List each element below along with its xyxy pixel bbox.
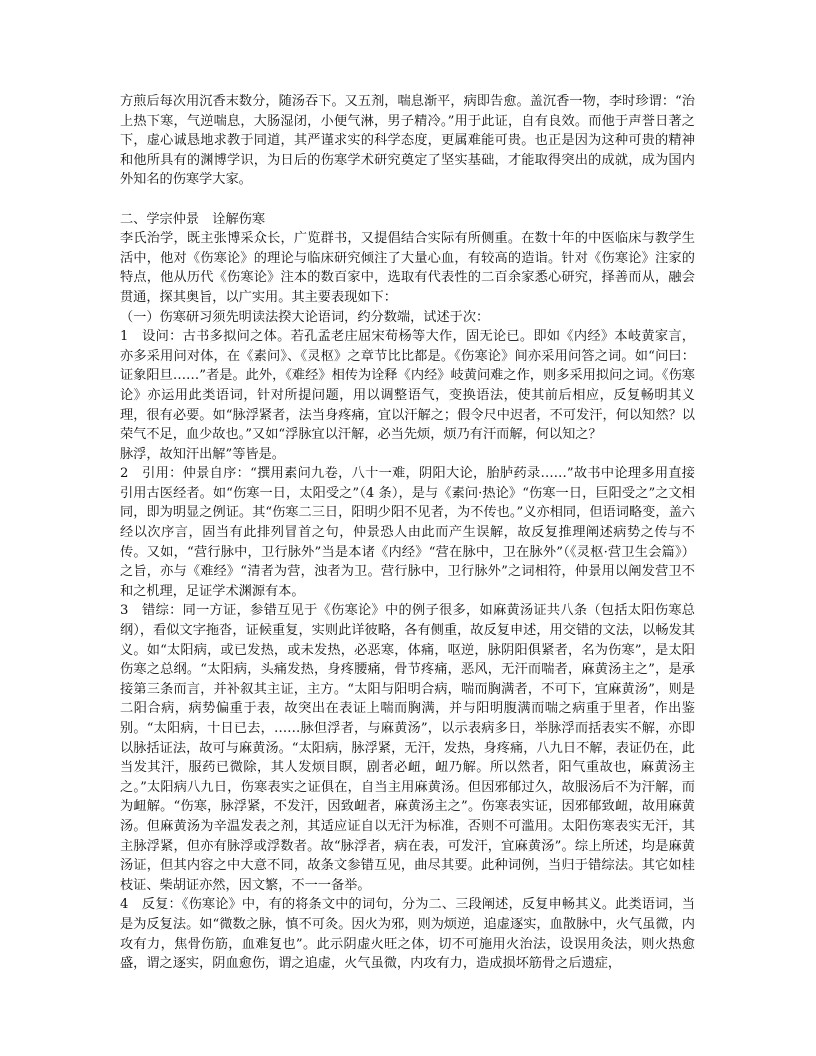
- section-heading: 二、学宗仲景 诠解伤寒: [120, 211, 266, 227]
- paragraph-1: 方煎后每次用沉香末数分，随汤吞下。又五剂，喘息渐平，病即告愈。盖沉香一物，李时珍谓：“治上热下寒，气逆喘息，大肠湿闭，小便气淋，男子精冷。”用于此证，自有良效。而他于声誉日著之下，虚心诚恳地求教于同道，其严谨求实的科学态度，更属难能可贵。也正是因为这种可贵的精神和他所具有的渊博学识，为日后的伤寒学术研究奠定了坚实基础，才能取得突出的成就，成为国内外知名的伤寒学大家。: [120, 94, 695, 188]
- item-3-interleaving: 3 错综：同一方证，参错互见于《伤寒论》中的例子很多，如麻黄汤证共八条（包括太阳伤寒总纲），看似文字拖沓，证候重复，实则此详彼略，各有侧重，故反复申述，用交错的文法，以畅发其义。如“太阳病，或已发热，或未发热，必恶寒，体痛，呕逆，脉阴阳俱紧者，名为伤寒”，是太阳伤寒之总纲。“太阳病，头痛发热，身疼腰痛，骨节疼痛，恶风，无汗而喘者，麻黄汤主之”，是承接第三条而言，并补叙其主证，主方。“太阳与阳明合病，喘而胸满者，不可下，宜麻黄汤”，则是二阳合病，病势偏重于表，故突出在表证上喘而胸满，并与阳明腹满而喘之病重于里者，作出鉴别。“太阳病，十日已去，……脉但浮者，与麻黄汤”，以示表病多日，举脉浮而括表实不解，亦即以脉括证法，故可与麻黄汤。“太阳病，脉浮紧，无汗，发热，身疼痛，八九日不解，表证仍在，此当发其汗，服药已微除，其人发烦目瞑，剧者必衄，衄乃解。所以然者，阳气重故也，麻黄汤主之。”太阳病八九日，伤寒表实之证俱在，自当主用麻黄汤。但因邪郁过久，故服汤后不为汗解，而为衄解。“伤寒，脉浮紧，不发汗，因致衄者，麻黄汤主之”。伤寒表实证，因邪郁致衄，故用麻黄汤。但麻黄汤为辛温发表之剂，其适应证自以无汗为标准，否则不可滥用。太阳伤寒表实无汗，其主脉浮紧，但亦有脉浮或浮数者。故“脉浮者，病在表，可发汗，宜麻黄汤”。综上所述，均是麻黄汤证，但其内容之中大意不同，故条文参错互见，曲尽其要。此种词例，当归于错综法。其它如桂枝证、柴胡证亦然，因文繁，不一一备举。: [120, 603, 695, 893]
- document-page: [120, 92, 695, 974]
- item-4-repetition: 4 反复：《伤寒论》中，有的将条文中的词句，分为二、三段阐述，反复申畅其义。此类语词，当是为反复法。如“微数之脉，慎不可灸。因火为邪，则为烦逆，追虚逐实，血散脉中，火气虽微，内攻有力，焦骨伤筋，血难复也”。此示阴虚火旺之体，切不可施用火治法，设误用灸法，则火热愈盛，谓之逐实，阴血愈伤，谓之追虚，火气虽微，内攻有力，造成损坏筋骨之后遗症，: [120, 897, 695, 972]
- subsection-heading: （一）伤寒研习须先明读法揆大论语词，约分数端，试述于次：: [120, 309, 490, 325]
- item-1-continuation: 脉浮，故知汗出解”等皆是。: [120, 446, 285, 462]
- item-2-citation: 2 引用：仲景自序：“撰用素问九卷，八十一难，阴阳大论，胎胪药录……”故书中论理多用直接引用古医经者。如“伤寒一日，太阳受之”（4 条），是与《素问·热论》“伤寒一日，巨阳受之”之文相同，即为明显之例证。其“伤寒二三日，阳明少阳不见者，为不传也。”义亦相同，但语词略变，盖六经以次序言，固当有此排列冒首之句，仲景恐人由此而产生误解，故反复推理阐述病势之传与不传。又如，“营行脉中，卫行脉外”当是本诸《内经》“营在脉中，卫在脉外”（《灵枢·营卫生会篇》）之旨，亦与《难经》“清者为营，浊者为卫。营行脉中，卫行脉外”之词相符，仲景用以阐发营卫不和之机理，足证学术渊源有本。: [120, 466, 695, 599]
- paragraph-intro: 李氏治学，既主张博采众长，广览群书，又提倡结合实际有所侧重。在数十年的中医临床与教学生活中，他对《伤寒论》的理论与临床研究倾注了大量心血，有较高的造诣。针对《伤寒论》注家的特点，他从历代《伤寒论》注本的数百家中，选取有代表性的二百余家悉心研究，择善而从，融会贯通，探其奥旨，以广实用。其主要表现如下：: [120, 231, 695, 305]
- paragraph-gap: [120, 190, 695, 210]
- item-1-question: 1 设问：古书多拟问之体。若孔孟老庄屈宋荀杨等大作，固无论已。即如《内经》本岐黄家言，亦多采用问对体，在《素问》、《灵枢》之章节比比都是。《伤寒论》间亦采用问答之词。如“问曰：证象阳旦……”者是。此外，《难经》相传为诠释《内经》岐黄问难之作，则多采用拟问之词。《伤寒论》亦运用此类语词，针对所提问题，用以调整语气，变换语法，使其前后相应，反复畅明其义理，很有必要。如“脉浮紧者，法当身疼痛，宜以汗解之；假令尺中迟者，不可发汗，何以知然？以荣气不足，血少故也。”又如“浮脉宜以汗解，必当先烦，烦乃有汗而解，何以知之？: [120, 329, 695, 443]
